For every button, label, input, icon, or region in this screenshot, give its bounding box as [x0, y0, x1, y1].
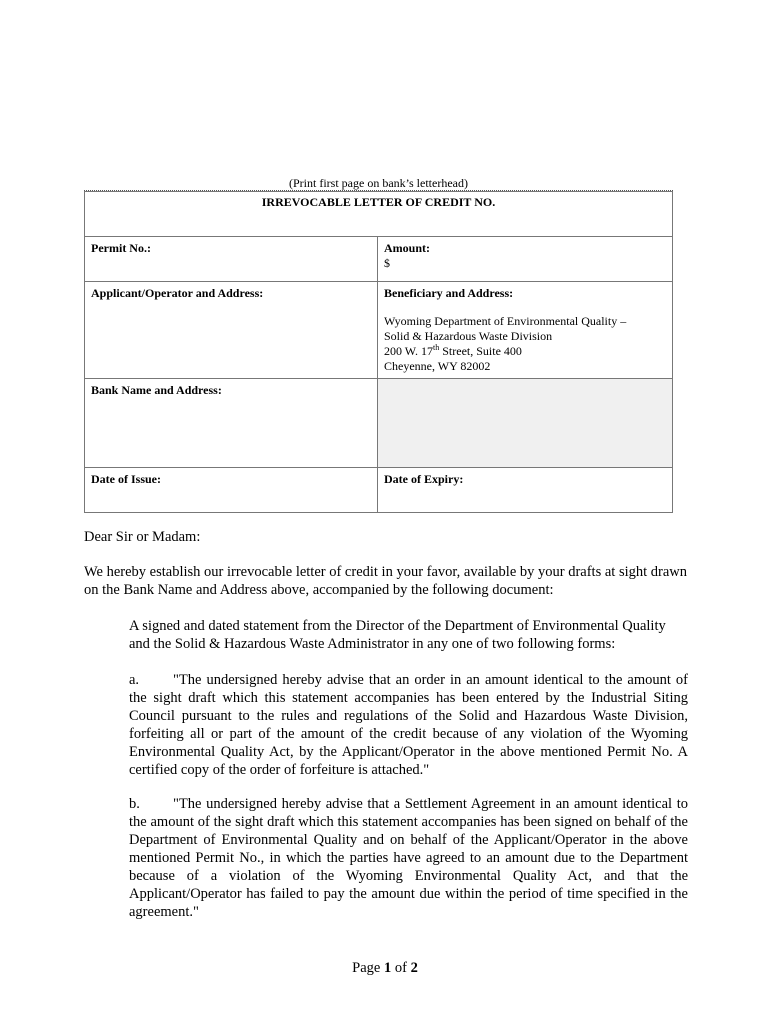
beneficiary-label: Beneficiary and Address: — [384, 286, 514, 300]
item-b-marker: b. — [129, 796, 140, 812]
beneficiary-line-3 — [384, 344, 666, 359]
salutation: Dear Sir or Madam: — [84, 529, 201, 545]
beneficiary-line-2: Solid & Hazardous Waste Division — [384, 329, 553, 343]
paragraph-statement: A signed and dated statement from the Director of the Department of Environmental Quality and the Solid & Hazardous Waste Administrator in any one of two following forms: — [129, 618, 666, 652]
applicant-beneficiary-row — [85, 282, 673, 379]
amount-value: $ — [384, 256, 390, 270]
bank-label: Bank Name and Address: — [91, 383, 222, 397]
page-number: 1 — [383, 960, 392, 976]
dates-row — [85, 468, 673, 513]
of-word: of — [394, 960, 407, 976]
bank-cell[interactable] — [85, 379, 378, 468]
beneficiary-cell — [378, 282, 673, 379]
item-a-marker: a. — [129, 672, 140, 688]
letter-of-credit-form — [84, 191, 673, 513]
item-b — [129, 795, 688, 921]
issue-date-label: Date of Issue: — [91, 472, 161, 486]
amount-label: Amount: — [384, 241, 431, 255]
expiry-date-label: Date of Expiry: — [384, 472, 464, 486]
beneficiary-address — [384, 314, 666, 374]
paragraph-intro: We hereby establish our irrevocable letter of credit in your favor, available by your drafts at sight drawn on the Bank Name and Address above, accompanied by the following document: — [84, 564, 688, 598]
permit-cell[interactable] — [85, 237, 378, 282]
issue-date-cell[interactable] — [85, 468, 378, 513]
form-title: IRREVOCABLE LETTER OF CREDIT NO. — [85, 192, 673, 237]
form-title-row — [85, 192, 673, 237]
beneficiary-line-1: Wyoming Department of Environmental Quality – — [384, 314, 627, 328]
permit-amount-row — [85, 237, 673, 282]
street-ordinal: th — [433, 343, 440, 352]
street-number: 200 W. 17 — [384, 344, 434, 358]
expiry-date-cell[interactable] — [378, 468, 673, 513]
total-pages: 2 — [410, 960, 418, 976]
item-a — [129, 671, 688, 779]
applicant-label: Applicant/Operator and Address: — [91, 286, 264, 300]
applicant-cell[interactable] — [85, 282, 378, 379]
amount-cell[interactable] — [378, 237, 673, 282]
page-word: Page — [352, 960, 381, 976]
bank-row — [85, 379, 673, 468]
page-footer — [0, 960, 770, 977]
print-note: (Print first page on bank’s letterhead) — [289, 176, 468, 190]
item-b-text: "The undersigned hereby advise that a Settlement Agreement in an amount identical to the amount of the sight draft which this statement accompanies has been signed on behalf of the Department of Environmental Quality and on behalf of the Applicant/Operator in the above mentioned Permit No., in which the parties have agreed to an amount due to the Department because of a violation of the Wyoming Environmental Quality Act, and that the Applicant/Operator has failed to pay the amount due within the period of time specified in the agreement." — [129, 796, 688, 920]
street-name: Street, Suite 400 — [439, 344, 522, 358]
bank-shaded-cell — [378, 379, 673, 468]
permit-label: Permit No.: — [91, 241, 151, 255]
beneficiary-line-4: Cheyenne, WY 82002 — [384, 359, 491, 373]
item-a-text: "The undersigned hereby advise that an order in an amount identical to the amount of the sight draft which this statement accompanies has been entered by the Industrial Siting Council pursuant to the rules and regulations of the Solid and Hazardous Waste Division, forfeiting all or part of the amount of the credit because of any violation of the Wyoming Environmental Quality Act, by the Applicant/Operator in the above mentioned Permit No. A certified copy of the order of forfeiture is attached." — [129, 672, 688, 778]
